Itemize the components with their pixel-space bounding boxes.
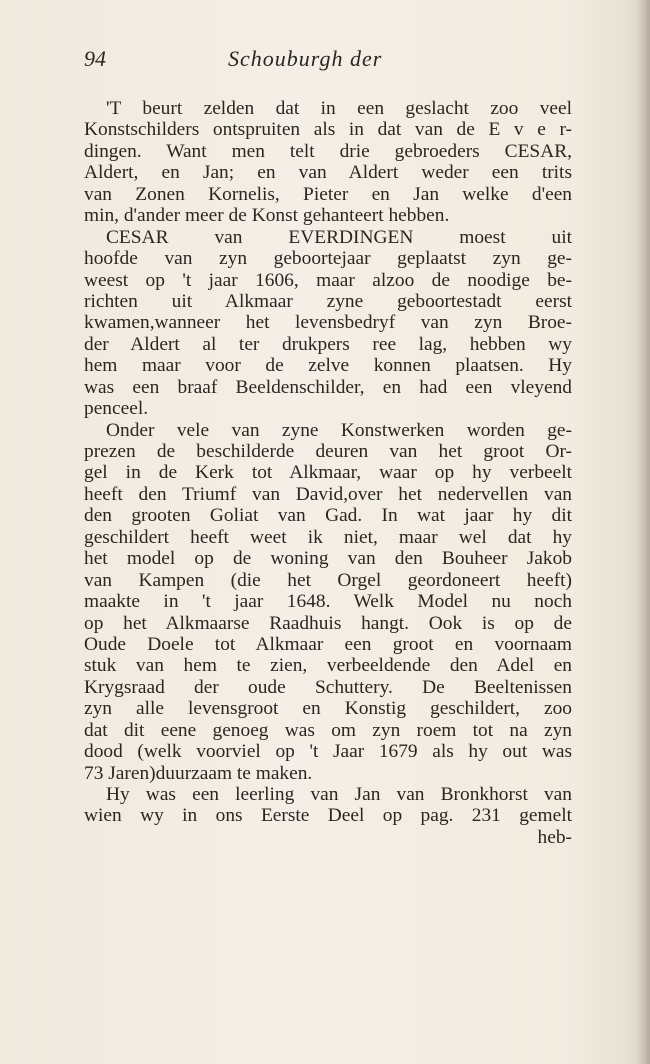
text-line: Krygsraad der oude Schuttery. De Beeltenissen [84,676,572,698]
text-line: 73 Jaren)duurzaam te maken. [84,762,313,784]
text-line: weest op 't jaar 1606, maar alzoo de noodige be- [84,269,572,291]
page-edge-shadow [636,0,650,1064]
text-line: van Kampen (die het Orgel geordoneert heeft) [84,569,572,591]
text-line: gel in de Kerk tot Alkmaar, waar op hy verbeelt [84,462,572,484]
text-line: prezen de beschilderde deuren van het groot Or- [84,441,572,462]
text-line: Onder vele van zyne Konstwerken worden ge- [106,419,572,441]
text-line: min, d'ander meer de Konst gehanteert hebben. [84,205,450,227]
text-line: dingen. Want men telt drie gebroeders CESAR, [84,140,572,162]
text-line: stuk van hem te zien, verbeeldende den Adel en [84,655,572,677]
text-line: Hy was een leerling van Jan van Bronkhorst van [106,784,572,805]
text-line: heb- [537,826,572,848]
text-line: Konstschilders ontspruiten als in dat van de E v e r- [84,119,572,141]
text-line: dood (welk voorviel op 't Jaar 1679 als hy out was [84,741,572,763]
text-line: richten uit Alkmaar zyne geboortestadt eerst [84,290,572,312]
page-number: 94 [84,46,106,71]
text-line: geschildert heeft weet ik niet, maar wel dat hy [84,526,572,548]
page-header [84,46,564,76]
body-text [84,98,572,848]
text-line: op het Alkmaarse Raadhuis hangt. Ook is op de [84,612,572,634]
text-line: heeft den Triumf van David,over het nedervellen van [84,483,572,505]
running-head: Schouburgh der [228,46,383,71]
text-line: CESAR van EVERDINGEN moest uit [106,226,572,248]
text-line: Aldert, en Jan; en van Aldert weder een trits [84,162,572,184]
text-line: dat dit eene genoeg was om zyn roem tot na zyn [84,719,572,741]
text-line: kwamen,wanneer het levensbedryf van zyn Broe- [84,312,572,334]
text-line: maakte in 't jaar 1648. Welk Model nu noch [84,591,572,613]
text-line: den grooten Goliat van Gad. In wat jaar hy dit [84,505,572,527]
text-line: Oude Doele tot Alkmaar een groot en voornaam [84,633,572,655]
text-line: penceel. [84,398,149,420]
text-line: zyn alle levensgroot en Konstig geschildert, zoo [84,698,572,720]
text-line: was een braaf Beeldenschilder, en had een vleyend [84,376,572,398]
text-line: der Aldert al ter drukpers ree lag, hebben wy [84,333,572,355]
text-line: van Zonen Kornelis, Pieter en Jan welke d'een [84,183,572,205]
text-line: het model op de woning van den Bouheer Jakob [84,548,572,570]
text-line: wien wy in ons Eerste Deel op pag. 231 gemelt [84,805,572,827]
text-line: hem maar voor de zelve konnen plaatsen. Hy [84,355,572,377]
text-line: 'T beurt zelden dat in een geslacht zoo veel [106,98,572,119]
text-line: hoofde van zyn geboortejaar geplaatst zyn ge- [84,248,572,270]
